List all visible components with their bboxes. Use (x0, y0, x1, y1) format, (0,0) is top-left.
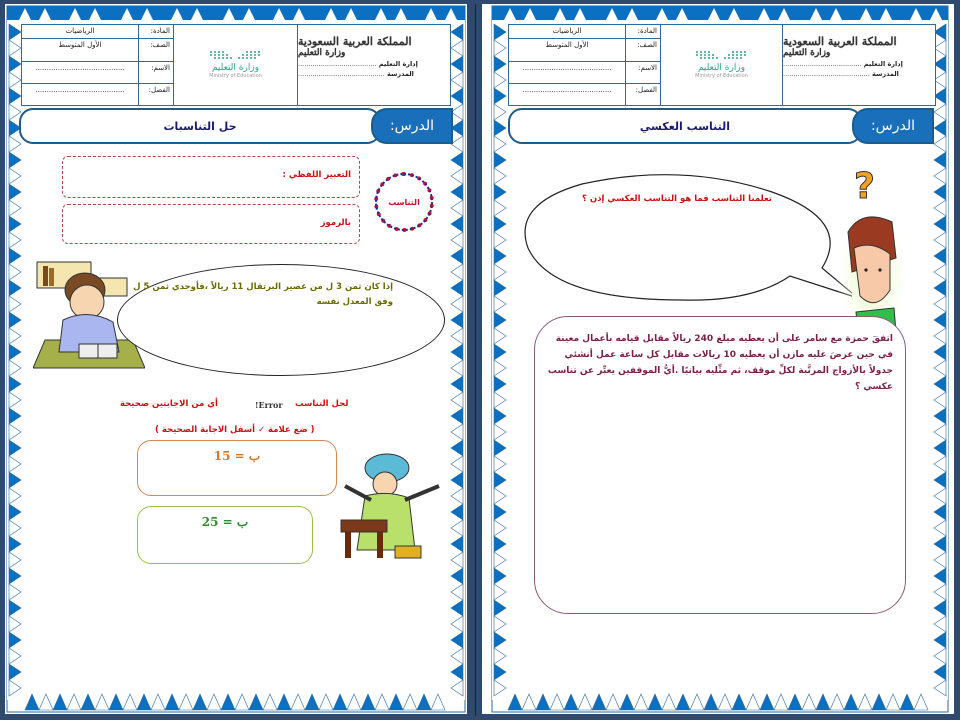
ministry-dots-icon (696, 51, 747, 59)
name-label: الاسم: (151, 63, 170, 72)
class-field[interactable]: ........................................ (22, 84, 139, 105)
name-row[interactable] (22, 62, 173, 84)
name-field[interactable]: ........................................ (509, 62, 626, 83)
worksheet-page-right (482, 4, 954, 714)
grade-value: الأول المتوسط (509, 39, 626, 60)
check-instruction: ( ضع علامة ✓ أسفل الاجابة الصحيحة ) (155, 425, 315, 435)
story-problem-text: اتفقَ حمزة مع سامر على أن يعطيه مبلغ 240 ريالاً مقابل قيامه بأعمال معينة في حين عرضَ عليه مازن أن يعطيه 10 ريالات مقابل كل ساعة عمل أنشئي جدولاً بالأزواج المرتَّبة لكلِّ موقف، ثم مثِّليه بيانيًا .أيُّ الموقفين يعبِّر عن تناسب عكسي ؟ (547, 334, 893, 392)
ministry-name-ar: وزارة التعليم (697, 63, 746, 73)
ministry-name-en: Ministry of Education (209, 73, 262, 79)
ministry-title: وزارة التعليم (298, 48, 346, 58)
kingdom-title: المملكة العربية السعودية (783, 35, 897, 48)
subject-value: الرياضيات (509, 25, 626, 38)
worksheet-page-left (5, 4, 467, 714)
answer-25-text: ب = 25 (201, 515, 249, 529)
kingdom-block (298, 25, 450, 105)
school-line: المدرسة .......................................... (783, 70, 899, 78)
grade-row (22, 39, 173, 61)
proportion-badge-label: التناسب (388, 197, 420, 207)
class-label: الفصل: (635, 85, 657, 94)
symbolic-expression-box[interactable] (62, 204, 360, 244)
ministry-dots-icon (210, 51, 261, 59)
class-row[interactable] (22, 84, 173, 105)
grade-row (509, 39, 660, 61)
ministry-name-ar: وزارة التعليم (211, 63, 260, 73)
page-divider (475, 4, 476, 716)
answer-15-text: ب = 15 (213, 449, 261, 463)
scholar-illustration (335, 450, 447, 566)
verbal-expression-box[interactable] (62, 156, 360, 198)
answer-option-25[interactable] (137, 506, 313, 564)
header-table (508, 24, 936, 106)
question-mark-icon: ? (854, 166, 875, 207)
lesson-title: التناسب العكسي (639, 119, 731, 133)
subject-row (22, 25, 173, 39)
class-label: الفصل: (148, 85, 170, 94)
lesson-title-box (508, 108, 862, 144)
lesson-label-tab (852, 108, 934, 144)
class-row[interactable] (509, 84, 660, 105)
symbolic-expression-label: بالرموز (320, 218, 351, 228)
kingdom-title: المملكة العربية السعودية (298, 35, 412, 48)
ministry-logo (174, 25, 298, 105)
name-field[interactable]: ........................................ (22, 62, 139, 83)
answer-option-15[interactable] (137, 440, 337, 496)
edu-admin-line: إدارة التعليم ...................................... (298, 60, 418, 68)
error-reference: Error! (255, 400, 283, 410)
grade-label: الصف: (150, 41, 170, 50)
proportion-badge (374, 172, 434, 232)
which-answer-question: أي من الاجابتين صحيحة (120, 399, 218, 409)
school-line: المدرسة .......................................... (298, 70, 414, 78)
lesson-label: الدرس: (870, 118, 916, 134)
subject-row (509, 25, 660, 39)
story-problem-box (534, 316, 906, 614)
problem-text: إذا كان ثمن 3 ل من عصير البرتقال 11 ريالاً ،فأوجدي ثمن 5 ل وفق المعدل نفسه (133, 282, 393, 307)
question-speech-bubble (522, 170, 852, 310)
lesson-title-box (19, 108, 381, 144)
subject-label: المادة: (150, 27, 170, 35)
name-row[interactable] (509, 62, 660, 84)
subject-label: المادة: (637, 27, 657, 35)
header-table (21, 24, 451, 106)
thinking-boy-illustration (832, 162, 908, 332)
lesson-label-tab (371, 108, 453, 144)
verbal-expression-label: التعبير اللفظي : (282, 170, 351, 180)
subject-value: الرياضيات (22, 25, 139, 38)
lesson-bar (19, 108, 453, 144)
grade-label: الصف: (637, 41, 657, 50)
student-info (509, 25, 661, 105)
ministry-name-en: Ministry of Education (695, 73, 748, 79)
solve-proportion-label: لحل التناسب (295, 399, 349, 409)
name-label: الاسم: (638, 63, 657, 72)
kingdom-block (783, 25, 935, 105)
ministry-logo (661, 25, 783, 105)
lesson-title: حل التناسبات (163, 119, 237, 133)
ministry-title: وزارة التعليم (783, 48, 831, 58)
grade-value: الأول المتوسط (22, 39, 139, 60)
class-field[interactable]: ........................................ (509, 84, 626, 105)
edu-admin-line: إدارة التعليم ...................................... (783, 60, 903, 68)
student-info (22, 25, 174, 105)
lesson-bar (508, 108, 934, 144)
question-text: تعلمنا التناسب فما هو التناسب العكسي إذن ؟ (582, 194, 772, 204)
lesson-label: الدرس: (389, 118, 435, 134)
